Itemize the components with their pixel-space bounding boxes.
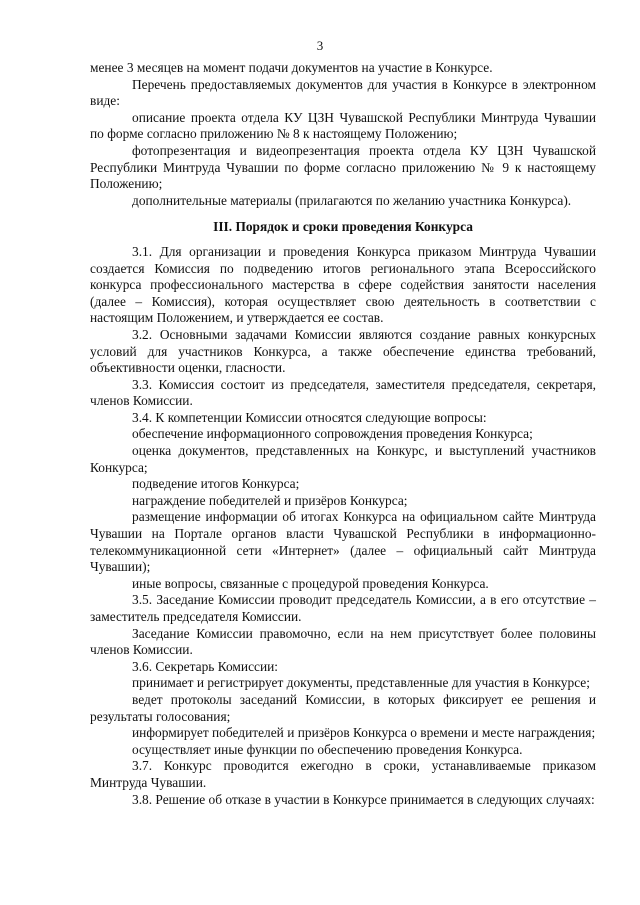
paragraph: 3.5. Заседание Комиссии проводит председатель Комиссии, а в его отсутствие – заместитель председателя Комиссии. xyxy=(90,592,596,624)
paragraph: фотопрезентация и видеопрезентация проекта отдела КУ ЦЗН Чувашской Республики Минтруда Чувашии по форме согласно приложению № 9 к настоящему Положению; xyxy=(90,142,596,192)
paragraph: 3.8. Решение об отказе в участии в Конкурсе принимается в следующих случаях: xyxy=(132,791,595,807)
paragraph: менее 3 месяцев на момент подачи документов на участие в Конкурсе. xyxy=(90,60,493,75)
paragraph: подведение итогов Конкурса; xyxy=(132,476,300,492)
paragraph: описание проекта отдела КУ ЦЗН Чувашской Республики Минтруда Чувашии по форме согласно приложению № 8 к настоящему Положению; xyxy=(90,109,596,142)
paragraph: награждение победителей и призёров Конкурса; xyxy=(132,492,408,508)
paragraph: оценка документов, представленных на Конкурс, и выступлений участников Конкурса; xyxy=(90,443,596,475)
document-body xyxy=(90,60,596,808)
paragraph: обеспечение информационного сопровождения проведения Конкурса; xyxy=(132,426,533,442)
paragraph: размещение информации об итогах Конкурса на официальном сайте Минтруда Чувашии на Портале органов власти Чувашской Республики в информационно-телекоммуникационной сети «Интернет» (далее – официальный сайт Минтруда Чувашии); xyxy=(90,509,596,575)
paragraph: 3.6. Секретарь Комиссии: xyxy=(132,658,279,674)
paragraph: иные вопросы, связанные с процедурой проведения Конкурса. xyxy=(132,575,489,591)
paragraph: 3.2. Основными задачами Комиссии являются создание равных конкурсных условий для участников Конкурса, а также обеспечение единства требований, объективности оценки, гласности. xyxy=(90,326,596,376)
section-heading: III. Порядок и сроки проведения Конкурса xyxy=(213,219,473,235)
paragraph: Перечень предоставляемых документов для участия в Конкурсе в электронном виде: xyxy=(90,76,596,109)
paragraph: осуществляет иные функции по обеспечению проведения Конкурса. xyxy=(132,741,523,757)
paragraph: дополнительные материалы (прилагаются по желанию участника Конкурса). xyxy=(132,192,572,208)
paragraph: принимает и регистрирует документы, представленные для участия в Конкурсе; xyxy=(132,675,590,691)
paragraph: 3.4. К компетенции Комиссии относятся следующие вопросы: xyxy=(132,409,487,425)
paragraph: Заседание Комиссии правомочно, если на нем присутствует более половины членов Комиссии. xyxy=(90,625,596,658)
page-number: 3 xyxy=(316,38,324,53)
paragraph: информирует победителей и призёров Конкурса о времени и месте награждения; xyxy=(132,725,596,741)
paragraph: 3.7. Конкурс проводится ежегодно в сроки, устанавливаемые приказом Минтруда Чувашии. xyxy=(90,758,596,790)
paragraph: 3.3. Комиссия состоит из председателя, заместителя председателя, секретаря, членов Комиссии. xyxy=(90,376,596,409)
paragraph: ведет протоколы заседаний Комиссии, в которых фиксирует ее решения и результаты голосования; xyxy=(90,691,596,724)
paragraph: 3.1. Для организации и проведения Конкурса приказом Минтруда Чувашии создается Комиссия по подведению итогов регионального этапа Всероссийского конкурса профессионального мастерства в сфере содействия занятости населения (далее – Комиссия), которая осуществляет свою деятельность в соответствии с настоящим Положением, и утверждается ее состав. xyxy=(90,243,596,326)
